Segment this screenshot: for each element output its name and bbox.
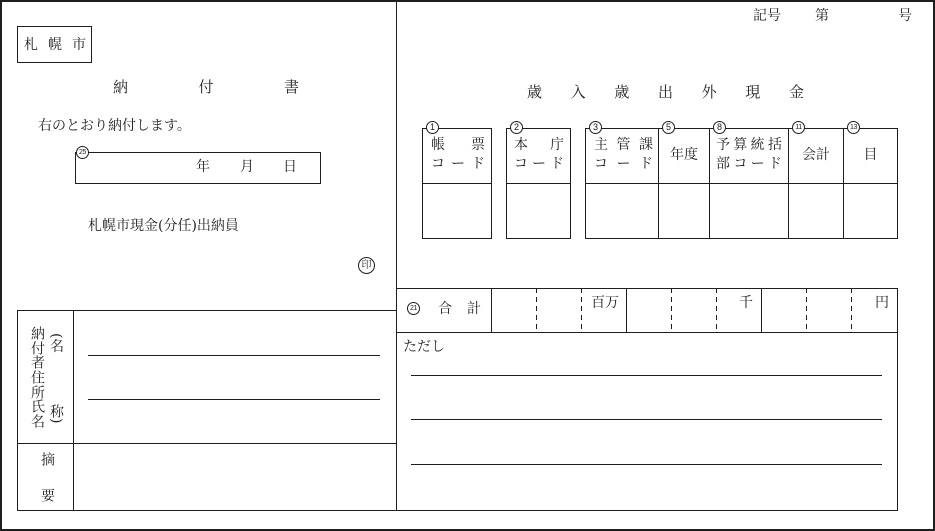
- proviso-line: [411, 419, 882, 420]
- glyph: 計: [467, 301, 481, 317]
- code-header-line: [594, 137, 653, 153]
- amount-and-proviso-section: [396, 288, 898, 511]
- proviso-line: [411, 375, 882, 376]
- code-header-line: [514, 137, 564, 153]
- code-header-line: 会計: [802, 147, 830, 163]
- payer-label: [29, 326, 44, 428]
- payer-name-line: [88, 399, 380, 400]
- unit-yen-label: 円: [875, 295, 889, 311]
- glyph: 部: [716, 156, 730, 172]
- date-day-label: 日: [283, 159, 297, 175]
- glyph: 合: [438, 301, 452, 317]
- glyph: 摘: [39, 452, 55, 466]
- payer-address-line: [88, 355, 380, 356]
- glyph: 付: [29, 340, 45, 355]
- code-header-line: 目: [863, 147, 878, 163]
- glyph: 納: [29, 326, 45, 340]
- payer-label-note: [48, 333, 63, 423]
- code-header-cell-2: [506, 128, 571, 184]
- glyph: 者: [29, 355, 45, 370]
- code-header-cell-13: [843, 128, 898, 184]
- glyph: 氏: [29, 399, 45, 414]
- code-value-cell-8: [709, 183, 789, 239]
- glyph: ー: [532, 156, 546, 172]
- glyph: 票: [471, 137, 485, 153]
- glyph: 現: [745, 83, 761, 101]
- summary-label: [39, 452, 54, 502]
- glyph: 主: [594, 137, 608, 153]
- glyph: 住: [29, 369, 45, 384]
- glyph: 歳: [527, 83, 543, 101]
- amount-cell-divider: [491, 288, 492, 332]
- glyph: 納: [113, 78, 129, 96]
- amount-cell-divider: [761, 288, 762, 332]
- glyph: ド: [639, 156, 653, 172]
- glyph: 称): [48, 403, 64, 423]
- glyph: 庁: [550, 137, 564, 153]
- glyph: 入: [570, 83, 586, 101]
- glyph: ー: [750, 156, 765, 172]
- code-header-line: [716, 137, 782, 153]
- code-header-cell-5: [658, 128, 710, 184]
- fund-heading: [527, 84, 804, 100]
- glyph: コ: [733, 156, 748, 172]
- field-marker-1: 1: [426, 121, 439, 134]
- glyph: 外: [701, 83, 717, 101]
- payer-label-column-divider: [73, 310, 74, 510]
- proviso-line: [411, 464, 882, 465]
- proviso-label: ただし: [403, 339, 445, 355]
- amount-digit-divider: [806, 288, 807, 332]
- glyph: 予: [716, 137, 730, 153]
- amount-digit-divider: [581, 288, 582, 332]
- code-header-cell-1: [422, 128, 492, 184]
- field-marker-13: 13: [847, 121, 860, 134]
- summary-row-divider: [17, 443, 396, 444]
- glyph: ド: [550, 156, 564, 172]
- glyph: 書: [283, 78, 299, 96]
- city-label: [24, 27, 86, 62]
- total-row-bottom-line: [396, 332, 898, 333]
- amount-digit-divider: [671, 288, 672, 332]
- glyph: 帳: [431, 137, 445, 153]
- field-marker-8: 8: [713, 121, 726, 134]
- seal-mark: 印: [358, 257, 375, 274]
- glyph: 名: [29, 413, 45, 428]
- form-title: [113, 79, 299, 95]
- amount-digit-divider: [851, 288, 852, 332]
- glyph: コ: [431, 156, 445, 172]
- code-header-line: [431, 137, 485, 153]
- unit-thousands-label: 千: [739, 295, 753, 311]
- code-header-line: [594, 156, 653, 172]
- glyph: 要: [39, 488, 55, 502]
- glyph: 課: [639, 137, 653, 153]
- amount-digit-divider: [536, 288, 537, 332]
- field-marker-3: 3: [589, 121, 602, 134]
- amount-cell-divider: [626, 288, 627, 332]
- field-marker-2: 2: [510, 121, 523, 134]
- total-label: [438, 301, 481, 317]
- glyph: (名: [48, 333, 64, 353]
- code-value-cell-3: [585, 183, 659, 239]
- glyph: 市: [72, 36, 86, 53]
- glyph: 本: [514, 137, 528, 153]
- code-header-line: [431, 156, 485, 172]
- code-value-cell-5: [658, 183, 710, 239]
- glyph: ド: [471, 156, 485, 172]
- code-value-cell-11: [788, 183, 844, 239]
- code-header-line: [514, 156, 564, 172]
- code-value-cell-1: [422, 183, 492, 239]
- code-header-cell-3: [585, 128, 659, 184]
- date-month-label: 月: [240, 159, 254, 175]
- code-header-cell-11: [788, 128, 844, 184]
- glyph: ー: [616, 156, 631, 172]
- glyph: ド: [767, 156, 782, 172]
- amount-digit-divider: [716, 288, 717, 332]
- glyph: 金: [788, 83, 804, 101]
- glyph: 括: [767, 137, 782, 153]
- serial-number-prefix: 第: [815, 8, 829, 24]
- field-marker-5: 5: [662, 121, 675, 134]
- code-header-line: 年度: [670, 147, 698, 163]
- code-value-cell-2: [506, 183, 571, 239]
- glyph: 札: [24, 36, 38, 53]
- code-value-cell-13: [843, 183, 898, 239]
- glyph: コ: [514, 156, 528, 172]
- code-header-line: [716, 156, 782, 172]
- serial-symbol-label: 記号: [753, 8, 781, 24]
- serial-number-suffix: 号: [898, 8, 912, 24]
- payer-section: [17, 310, 397, 511]
- glyph: 歳: [614, 83, 630, 101]
- date-year-label: 年: [196, 159, 210, 175]
- glyph: 算: [733, 137, 748, 153]
- field-marker-25: 25: [76, 146, 89, 159]
- glyph: 所: [29, 384, 45, 399]
- field-marker-21: 21: [407, 302, 420, 315]
- payment-statement: 右のとおり納付します。: [38, 118, 191, 134]
- glyph: 幌: [48, 36, 62, 53]
- cashier-title: 札幌市現金(分任)出納員: [88, 218, 239, 234]
- glyph: ー: [451, 156, 465, 172]
- unit-millions-label: 百万: [591, 295, 619, 311]
- glyph: 管: [616, 137, 631, 153]
- code-header-cell-8: [709, 128, 789, 184]
- city-label-box: [17, 26, 92, 63]
- glyph: 出: [657, 83, 673, 101]
- field-marker-11: 11: [792, 121, 805, 134]
- glyph: コ: [594, 156, 608, 172]
- glyph: 付: [198, 78, 214, 96]
- glyph: 統: [750, 137, 765, 153]
